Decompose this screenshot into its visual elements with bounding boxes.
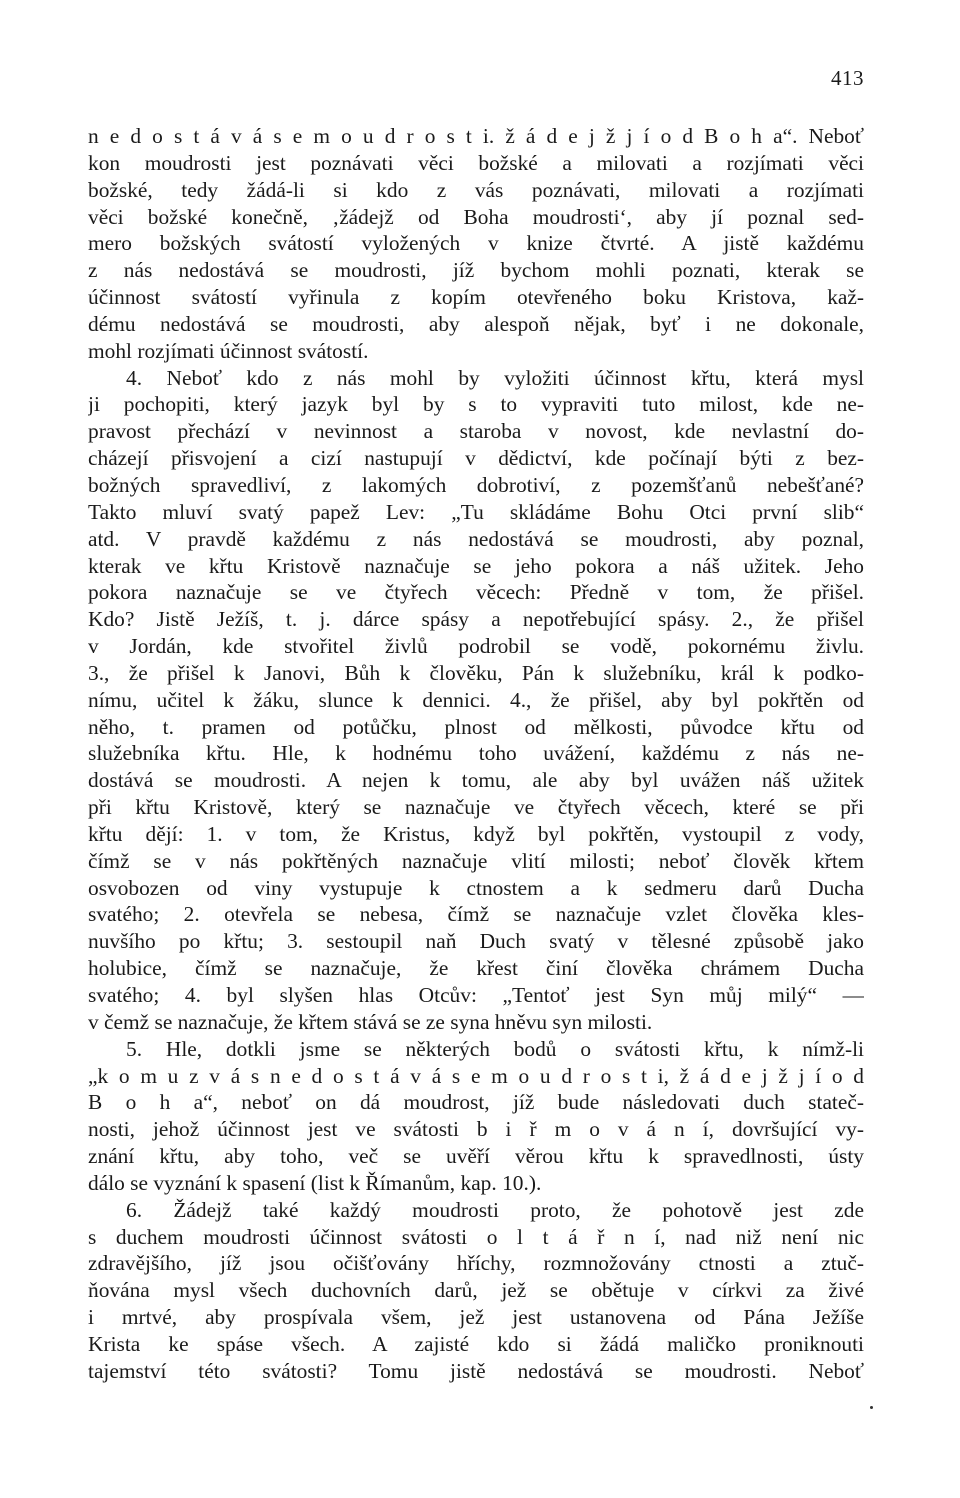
text-line: věci božské konečně, ‚žádejž od Boha moudrosti‘, aby jí poznal sed- (88, 204, 864, 229)
text-line: služebníka křtu. Hle, k hodnému toho uvážení, každému z nás ne- (88, 741, 864, 766)
text-line: dálo se vyznání k spasení (list k Římanům, kap. 10.). (88, 1170, 542, 1195)
text-line: dému nedostává se moudrosti, aby alespoň nějak, byť i ne dokonale, (88, 311, 864, 336)
text-line: nuvšího po křtu; 3. sestoupil naň Duch svatý v tělesné způsobě jako (88, 929, 864, 954)
text-line: ji pochopiti, který jazyk byl by s to vypraviti tuto milost, kde ne- (88, 392, 864, 417)
text-line: dostává se moudrosti. A nejen k tomu, ale aby byl uvážen náš užitek (88, 768, 864, 793)
text-line: božných spravedliví, z lakomých dobrotiví, z pozemšťanů nebešťané? (88, 472, 864, 497)
text-line: nosti, jehož účinnost jest ve svátosti b i ř m o v á n í, dovršující vy- (88, 1117, 864, 1142)
text-line: Kdo? Jistě Ježíš, t. j. dárce spásy a nepotřebující spásy. 2., že přišel (88, 607, 864, 632)
text-line: B o h a“, neboť on dá moudrost, jíž bude následovati duch stateč- (88, 1090, 864, 1115)
text-line: i mrtvé, aby prospívala všem, jež jest ustanovena od Pána Ježíše (88, 1305, 864, 1330)
text-line: 3., že přišel k Janovi, Bůh k člověku, Pán k služebníku, král k podko- (88, 660, 864, 685)
text-line: zdravějšího, jíž jsou očišťovány hříchy, rozmnožovány ctnosti a ztuč- (88, 1251, 864, 1276)
text-line: pokora naznačuje se ve čtyřech věcech: Předně v tom, že přišel. (88, 580, 864, 605)
text-line: s duchem moudrosti účinnost svátosti o l t á ř n í, nad niž není nic (88, 1224, 864, 1249)
text-line: něho, t. pramen od potůčku, plnost od mělkosti, původce křtu od (88, 714, 864, 739)
text-line: svatého; 4. byl slyšen hlas Otcův: „Tentoť jest Syn můj milý“ — (88, 983, 864, 1007)
text-line: mohl rozjímati účinnost svátostí. (88, 338, 369, 363)
text-line: 4. Neboť kdo z nás mohl by vyložiti účinnost křtu, která mysl (126, 365, 864, 390)
text-line: atd. V pravdě každému z nás nedostává se moudrosti, aby poznal, (88, 526, 864, 551)
text-line: v čemž se naznačuje, že křtem stává se ze syna hněvu syn milosti. (88, 1009, 653, 1034)
text-line: 6. Žádejž také každý moudrosti proto, že pohotově jest zde (126, 1197, 864, 1222)
text-line: v Jordán, kde stvořitel živlů podrobil se vodě, pokornému živlu. (88, 634, 864, 659)
page-number: 413 (831, 66, 864, 90)
text-line: účinnost svátostí vyřinula z kopím otevřeného boku Kristova, kaž- (88, 285, 864, 310)
text-line: „k o m u z v á s n e d o s t á v á s e m o u d r o s t i, ž á d e j ž j í o d (88, 1063, 864, 1088)
text-line: osvobozen od viny vystupuje k ctnostem a k sedmeru darů Ducha (88, 875, 864, 900)
text-line: kterak ve křtu Kristově naznačuje se jeho pokora a náš užitek. Jeho (88, 553, 864, 578)
text-line: holubice, čímž se naznačuje, že křest činí člověka chrámem Ducha (88, 956, 864, 981)
text-line: křtu dějí: 1. v tom, že Kristus, když byl pokřtěn, vystoupil z vody, (88, 821, 864, 846)
text-line: mero božských svátostí vyložených v knize čtvrté. A jistě každému (88, 231, 864, 256)
text-line: nímu, učitel k žáku, slunce k dennici. 4., že přišel, aby byl pokřtěn od (88, 687, 864, 712)
text-line: Krista ke spáse všech. A zajisté kdo si žádá maličko proniknouti (88, 1331, 864, 1356)
text-line: tajemství této svátosti? Tomu jistě nedostává se moudrosti. Neboť (88, 1358, 864, 1383)
text-line: ňována mysl všech duchovních darů, jež se obětuje v církvi za živé (88, 1278, 864, 1303)
text-line: pravost přechází v nevinnost a staroba v novost, kde nevlastní do- (88, 419, 864, 444)
text-line: při křtu Kristově, který se naznačuje ve čtyřech věcech, které se při (88, 795, 864, 820)
text-line: Takto mluví svatý papež Lev: „Tu skládáme Bohu Otci první slib“ (88, 499, 864, 524)
stray-print-mark (870, 1406, 873, 1409)
text-line: 5. Hle, dotkli jsme se některých bodů o svátosti křtu, k nímž-li (126, 1036, 864, 1061)
text-line: n e d o s t á v á s e m o u d r o s t i. ž á d e j ž j í o d B o h a“. Neboť (88, 124, 864, 148)
text-line: čímž se v nás pokřtěných naznačuje vlití milosti; neboť člověk křtem (88, 848, 864, 873)
text-line: svatého; 2. otevřela se nebesa, čímž se naznačuje vzlet člověka kles- (88, 902, 864, 927)
text-line: kon moudrosti jest poznávati věci božské a milovati a rozjímati věci (88, 150, 864, 175)
text-line: božské, tedy žádá-li si kdo z vás poznávati, milovati a rozjímati (88, 177, 864, 202)
text-line: z nás nedostává se moudrosti, jíž bychom mohli poznati, kterak se (88, 258, 864, 283)
body-text (88, 123, 864, 1385)
text-line: cházejí přisvojení a cizí nastupují v dědictví, kde počínají býti z bez- (88, 446, 864, 471)
text-line: znání křtu, aby toho, več se uvěří věrou křtu k spravedlnosti, ústy (88, 1144, 864, 1169)
